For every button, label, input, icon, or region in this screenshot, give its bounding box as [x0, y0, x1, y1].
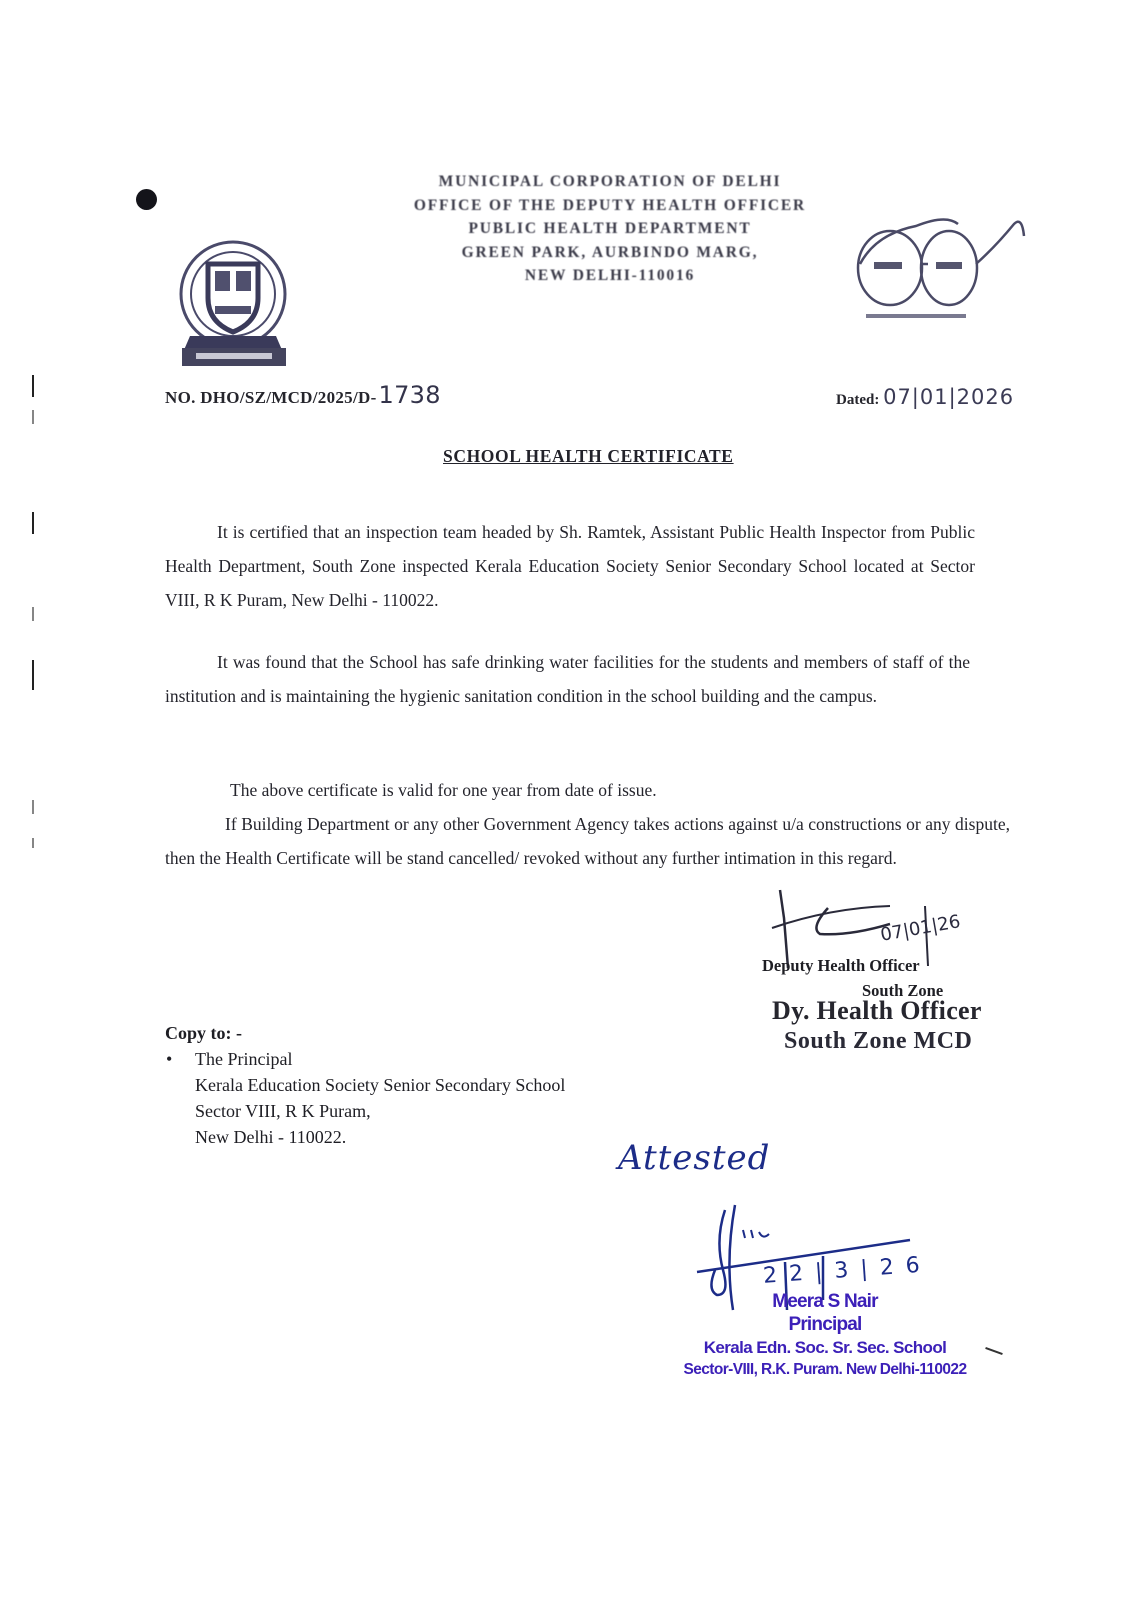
scan-margin-mark: [32, 838, 34, 848]
punch-hole-mark: [136, 189, 157, 210]
recipient-line: Kerala Education Society Senior Secondary School: [195, 1075, 566, 1095]
stamp-name: Meera S Nair: [772, 1291, 878, 1312]
reference-printed: NO. DHO/SZ/MCD/2025/D-: [165, 388, 377, 407]
recipient-line: New Delhi - 110022.: [195, 1127, 347, 1147]
copy-to-recipient: [166, 1046, 566, 1150]
mcd-emblem-icon: [170, 236, 300, 372]
scan-margin-mark: [32, 375, 34, 397]
signatory-zone: South Zone: [862, 981, 944, 1000]
body-paragraph-1: [165, 515, 975, 617]
paragraph-text: It was found that the School has safe drinking water facilities for the students and members of staff of the institution and is maintaining the hygienic sanitation condition in the school building and the campus.: [165, 652, 970, 706]
body-paragraph-2: [165, 645, 970, 713]
letterhead-line: MUNICIPAL CORPORATION OF DELHI: [438, 173, 782, 190]
stamp-school: Kerala Edn. Soc. Sr. Sec. School: [703, 1338, 947, 1357]
scan-margin-mark: [32, 410, 34, 424]
stamp-role: Principal: [788, 1314, 862, 1335]
copy-to-label: Copy to: -: [165, 1023, 242, 1043]
scan-speck-mark: [985, 1347, 1003, 1355]
mcd-emblem-logo: [170, 236, 300, 372]
body-paragraph-3-4: [165, 773, 1010, 875]
bullet-icon: •: [166, 1049, 173, 1069]
dated-field: [836, 385, 1014, 409]
letterhead-line: GREEN PARK, AURBINDO MARG,: [461, 243, 759, 261]
swachh-bharat-spectacles-logo: [846, 196, 1026, 326]
spectacles-icon: [846, 196, 1026, 326]
attestation-date: 22|3|26: [762, 1252, 933, 1289]
signatory-designation: Deputy Health Officer: [762, 956, 920, 975]
official-stamp-line-2: South Zone MCD: [784, 1028, 973, 1054]
copy-to-section: [165, 1020, 565, 1150]
official-stamp-line-1: Dy. Health Officer: [772, 996, 982, 1025]
copy-to-list: [165, 1046, 565, 1150]
letterhead-line: PUBLIC HEALTH DEPARTMENT: [468, 220, 752, 237]
recipient-line: The Principal: [195, 1049, 293, 1069]
scan-margin-mark: [32, 800, 34, 814]
principal-stamp: [680, 1290, 970, 1380]
scan-margin-mark: [32, 660, 34, 690]
certificate-title: SCHOOL HEALTH CERTIFICATE: [443, 446, 734, 466]
attested-handwriting: Attested: [618, 1138, 771, 1178]
letterhead: [330, 170, 890, 288]
reference-number: [165, 381, 441, 409]
reference-handwritten-number: 1738: [378, 381, 441, 409]
dated-label: Dated:: [836, 392, 880, 408]
scan-margin-mark: [32, 607, 34, 621]
validity-text: The above certificate is valid for one year from date of issue.: [230, 780, 657, 800]
dated-handwritten-value: 07|01|2026: [883, 385, 1015, 409]
scan-margin-mark: [32, 512, 34, 534]
letterhead-line: OFFICE OF THE DEPUTY HEALTH OFFICER: [413, 196, 807, 214]
recipient-line: Sector VIII, R K Puram,: [195, 1101, 371, 1121]
dho-signature-date: 07|01|26: [878, 911, 963, 946]
paragraph-text: It is certified that an inspection team headed by Sh. Ramtek, Assistant Public Health Inspector from Public Health Department, South Zone inspected Kerala Education Society Senior Secondary School located at Sector VIII, R K Puram, New Delhi - 110022.: [165, 522, 975, 610]
stamp-address: Sector-VIII, R.K. Puram. New Delhi-110022: [683, 1361, 967, 1378]
letterhead-line: NEW DELHI-110016: [524, 267, 696, 284]
cancellation-text: If Building Department or any other Government Agency takes actions against u/a constructions or any dispute, then the Health Certificate will be stand cancelled/ revoked without any further intimation in this regard.: [165, 814, 1010, 868]
